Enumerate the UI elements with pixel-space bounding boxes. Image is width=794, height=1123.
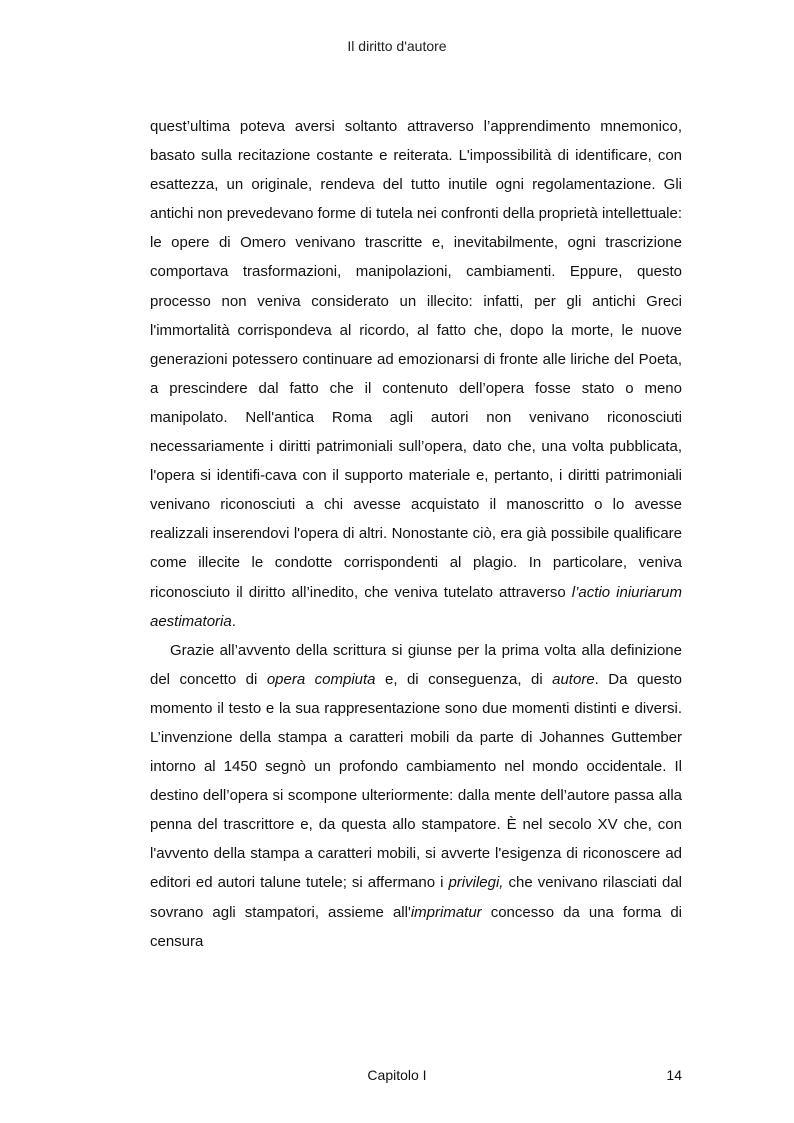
paragraph-2 <box>150 636 682 956</box>
italic-term-privilegi: privilegi, <box>448 874 504 892</box>
italic-term-imprimatur: imprimatur <box>410 903 482 921</box>
body-text <box>150 112 682 956</box>
italic-term-autore: autore <box>552 670 595 688</box>
italic-term-opera-compiuta: opera compiuta <box>266 670 376 688</box>
paragraph-1-text: quest’ultima poteva aversi soltanto attraverso l’apprendimento mnemonico, basato sulla recitazione costante e reiterata. L'impossibilità di identificare, con esattezza, un originale, rendeva del tutto inutile ogni regolamentazione. Gli antichi non prevedevano forme di tutela nei confronti della proprietà intellettuale: le opere di Omero venivano trascritte e, inevitabilmente, ogni trascrizione comportava trasformazioni, manipolazioni, cambiamenti. Eppure, questo processo non veniva considerato un illecito: infatti, per gli antichi Greci l'immortalità corrispondeva al ricordo, al fatto che, dopo la morte, le nuove generazioni potessero continuare ad emozionarsi di fronte alle liriche del Poeta, a prescindere dal fatto che il contenuto dell’opera fosse stato o meno manipolato. Nell'antica Roma agli autori non venivano riconosciuti necessariamente i diritti patrimoniali sull’opera, dato che, una volta pubblicata, l'opera si identifi-cava con il supporto materiale e, pertanto, i diritti patrimoniali venivano riconosciuti a chi avesse acquistato il manoscritto o lo avesse realizzali inserendovi l'opera di altri. Nonostante ciò, era già possibile qualificare come illecite le condotte corrispondenti al plagio. In particolare, veniva riconosciuto il diritto all’inedito, che veniva tutelato attraverso <box>150 118 683 601</box>
paragraph-2-text-b: e, di conseguenza, di <box>375 670 553 688</box>
paragraph-2-text-a: Grazie all’avvento della scrittura si giunse per la prima volta alla definizione del concetto di <box>150 641 682 688</box>
paragraph-2-text-e: concesso da una forma di censura <box>150 903 682 950</box>
running-header: Il diritto d'autore <box>347 38 447 54</box>
page-number: 14 <box>666 1067 682 1083</box>
paragraph-2-text-c: . Da questo momento il testo e la sua rappresentazione sono due momenti distinti e diversi. L’invenzione della stampa a caratteri mobili da parte di Johannes Guttember intorno al 1450 segnò un profondo cambiamento nel mondo occidentale. Il destino dell’opera si scompone ulteriormente: dalla mente dell’autore passa alla penna del trascrittore e, da questa allo stampatore. È nel secolo XV che, con l'avvento della stampa a caratteri mobili, si avverte l'esigenza di riconoscere ad editori ed autori talune tutele; si affermano i <box>150 670 682 892</box>
paragraph-1 <box>150 112 682 636</box>
footer-chapter: Capitolo I <box>367 1067 427 1083</box>
italic-term-actio: l’actio iniuriarum aestimatoria <box>150 583 682 630</box>
paragraph-2-text-d: che venivano rilasciati dal sovrano agli stampatori, assieme all' <box>150 874 682 921</box>
paragraph-1-end: . <box>231 612 236 630</box>
